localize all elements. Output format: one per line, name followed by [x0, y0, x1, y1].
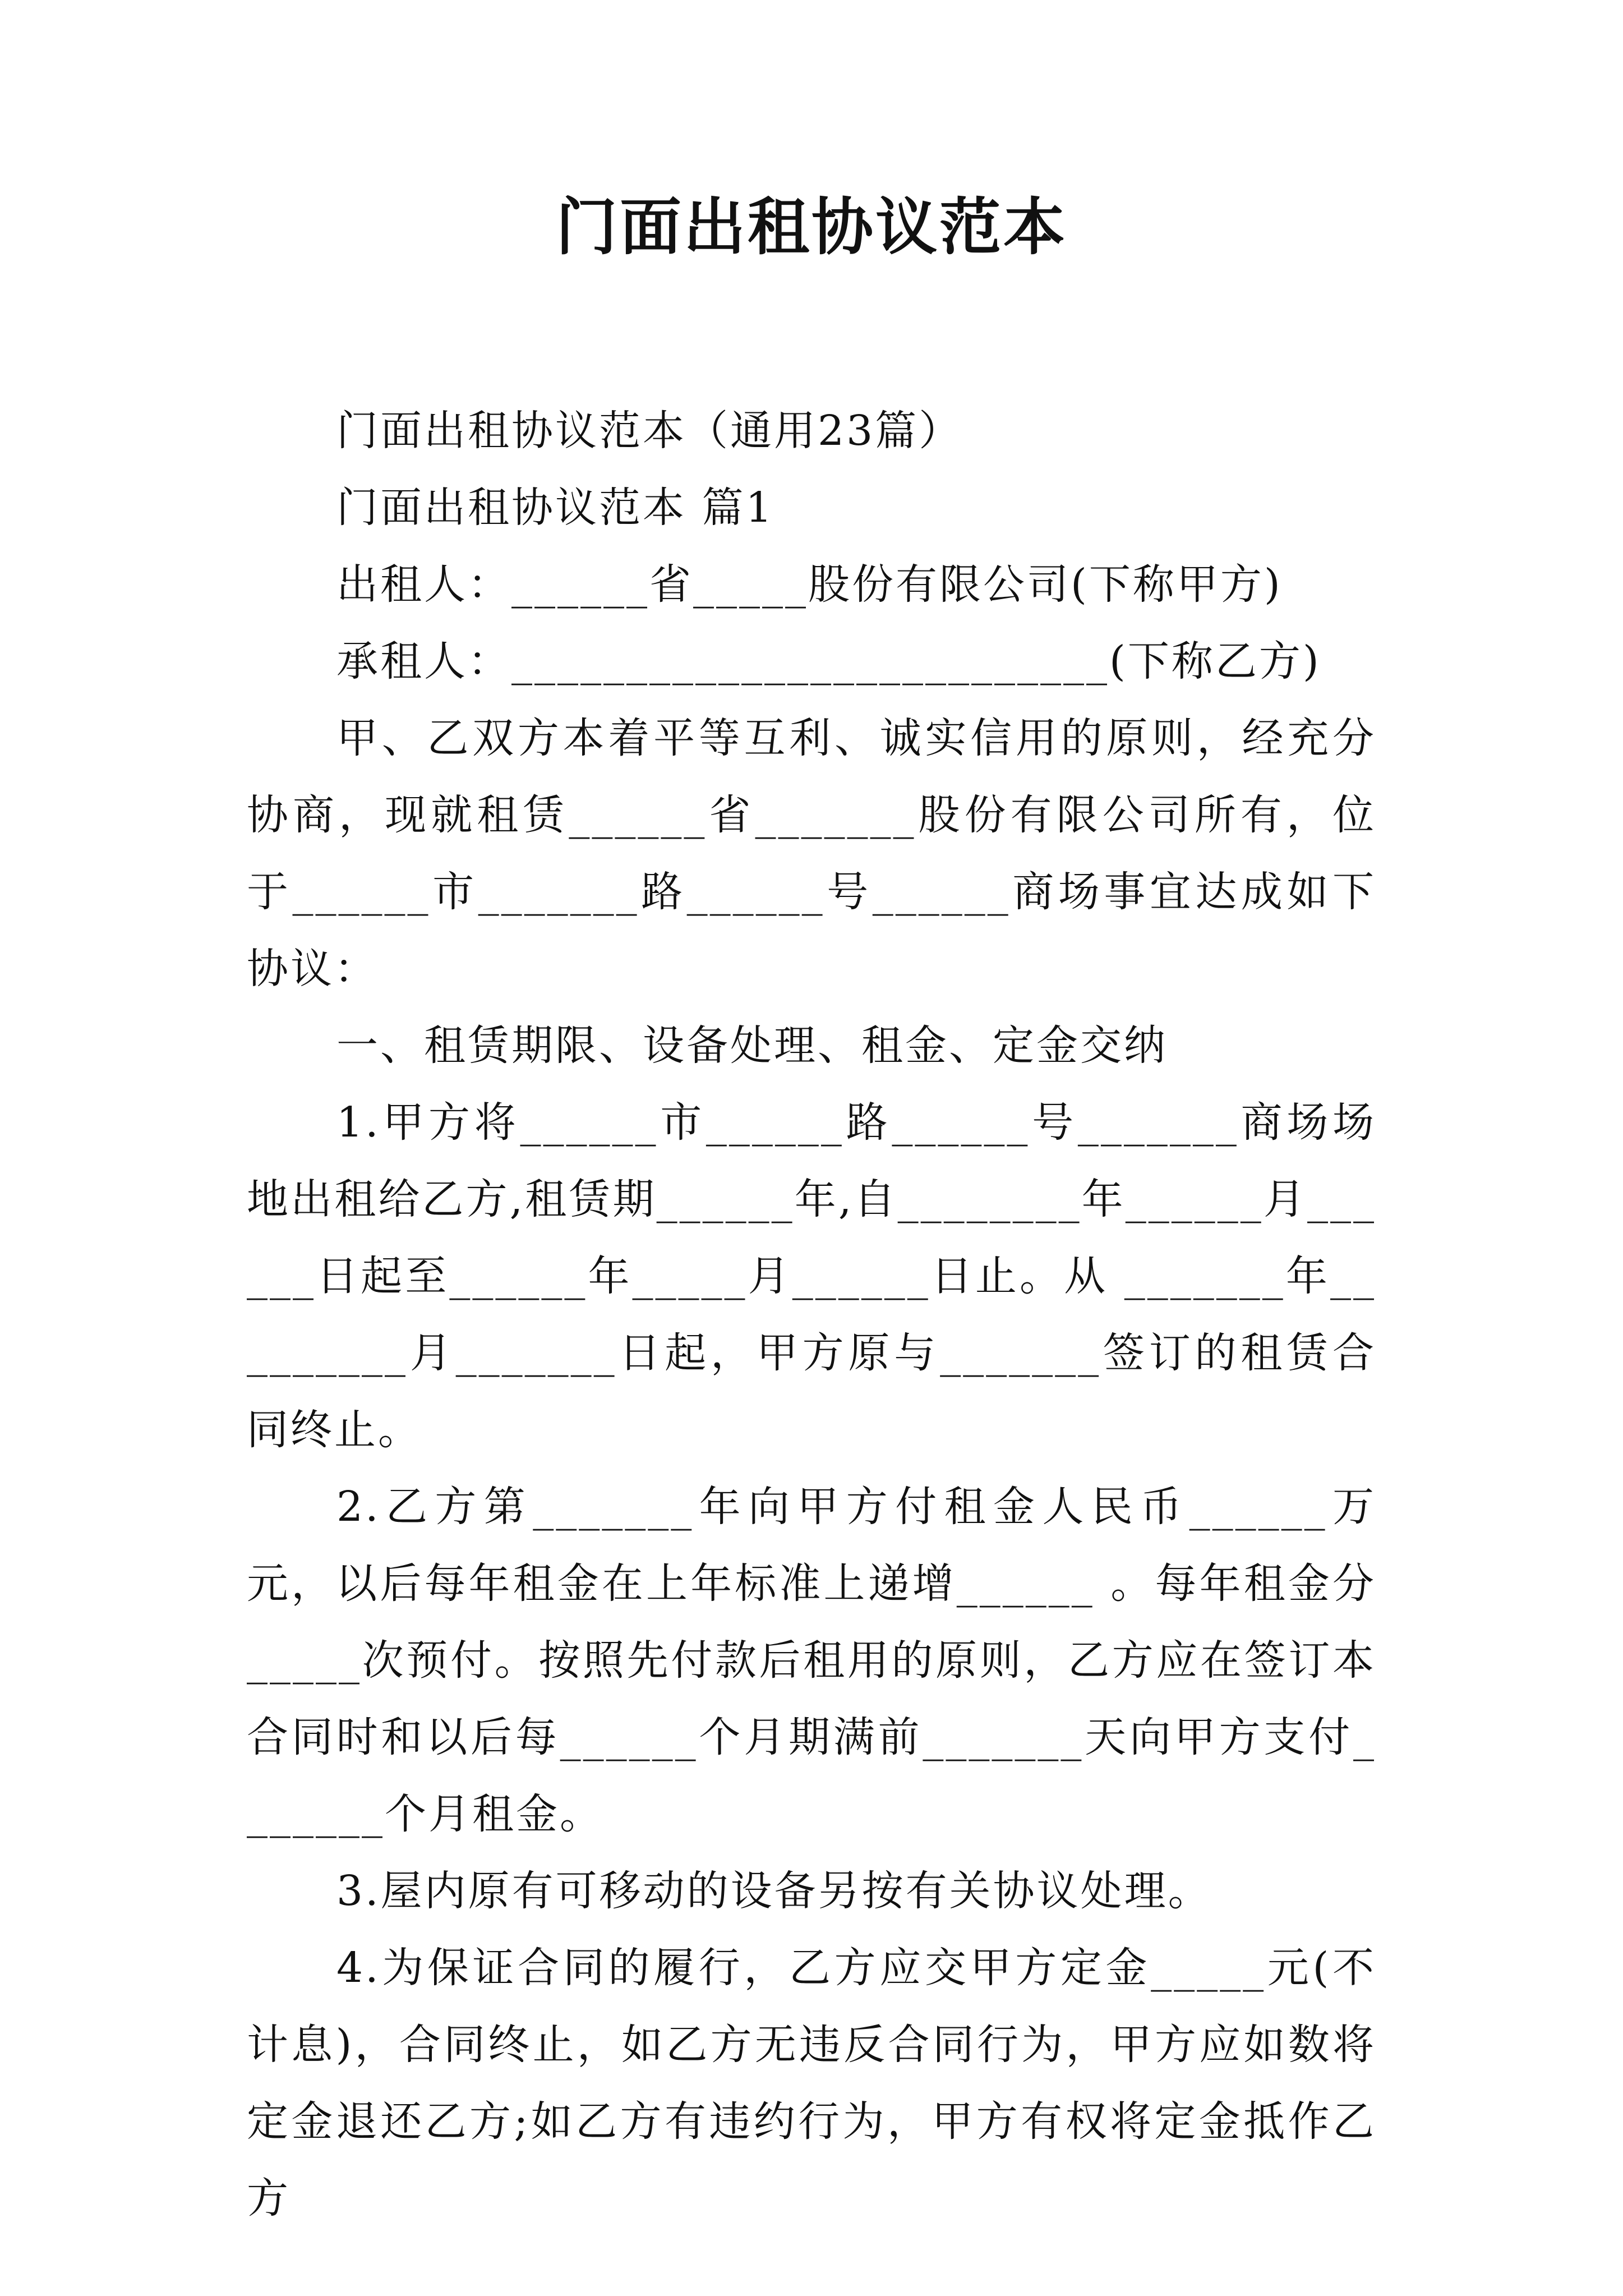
- document-title: 门面出租协议范本: [556, 191, 1067, 263]
- paragraph-clause-3: 3.屋内原有可移动的设备另按有关协议处理。: [336, 1867, 1212, 1915]
- paragraph-subtitle: 门面出租协议范本（通用23篇）: [336, 407, 963, 455]
- paragraph-intro: 甲、乙双方本着平等互利、诚实信用的原则，经充分协商，现就租赁______省_______股份有限公司所有，位于______市_______路______号______商场事宜达成如下协议：: [247, 714, 1376, 993]
- paragraph-clause-4: 4.为保证合同的履行，乙方应交甲方定金_____元(不计息)，合同终止，如乙方无违反合同行为，甲方应如数将定金退还乙方;如乙方有违约行为，甲方有权将定金抵作乙方: [247, 1944, 1376, 2223]
- paragraph-section-heading: 门面出租协议范本 篇1: [336, 484, 774, 532]
- paragraph-lessor: 出租人：______省_____股份有限公司(下称甲方): [336, 560, 1283, 609]
- paragraph-lessee: 承租人：__________________________(下称乙方): [336, 637, 1321, 685]
- paragraph-clause-1: 1.甲方将______市______路______号_______商场场地出租给乙方,租赁期______年,自________年______月______日起至______年_____月______日止。从 _______年_________月_______日起，甲方原与_______签订的租赁合同终止。: [247, 1098, 1376, 1454]
- paragraph-clause-2: 2.乙方第_______年向甲方付租金人民币______万元，以后每年租金在上年标准上递增______ 。每年租金分_____次预付。按照先付款后租用的原则，乙方应在签订本合同时和以后每______个月期满前_______天向甲方支付_______个月租金。: [247, 1483, 1376, 1838]
- paragraph-article-one-heading: 一、租赁期限、设备处理、租金、定金交纳: [336, 1022, 1168, 1070]
